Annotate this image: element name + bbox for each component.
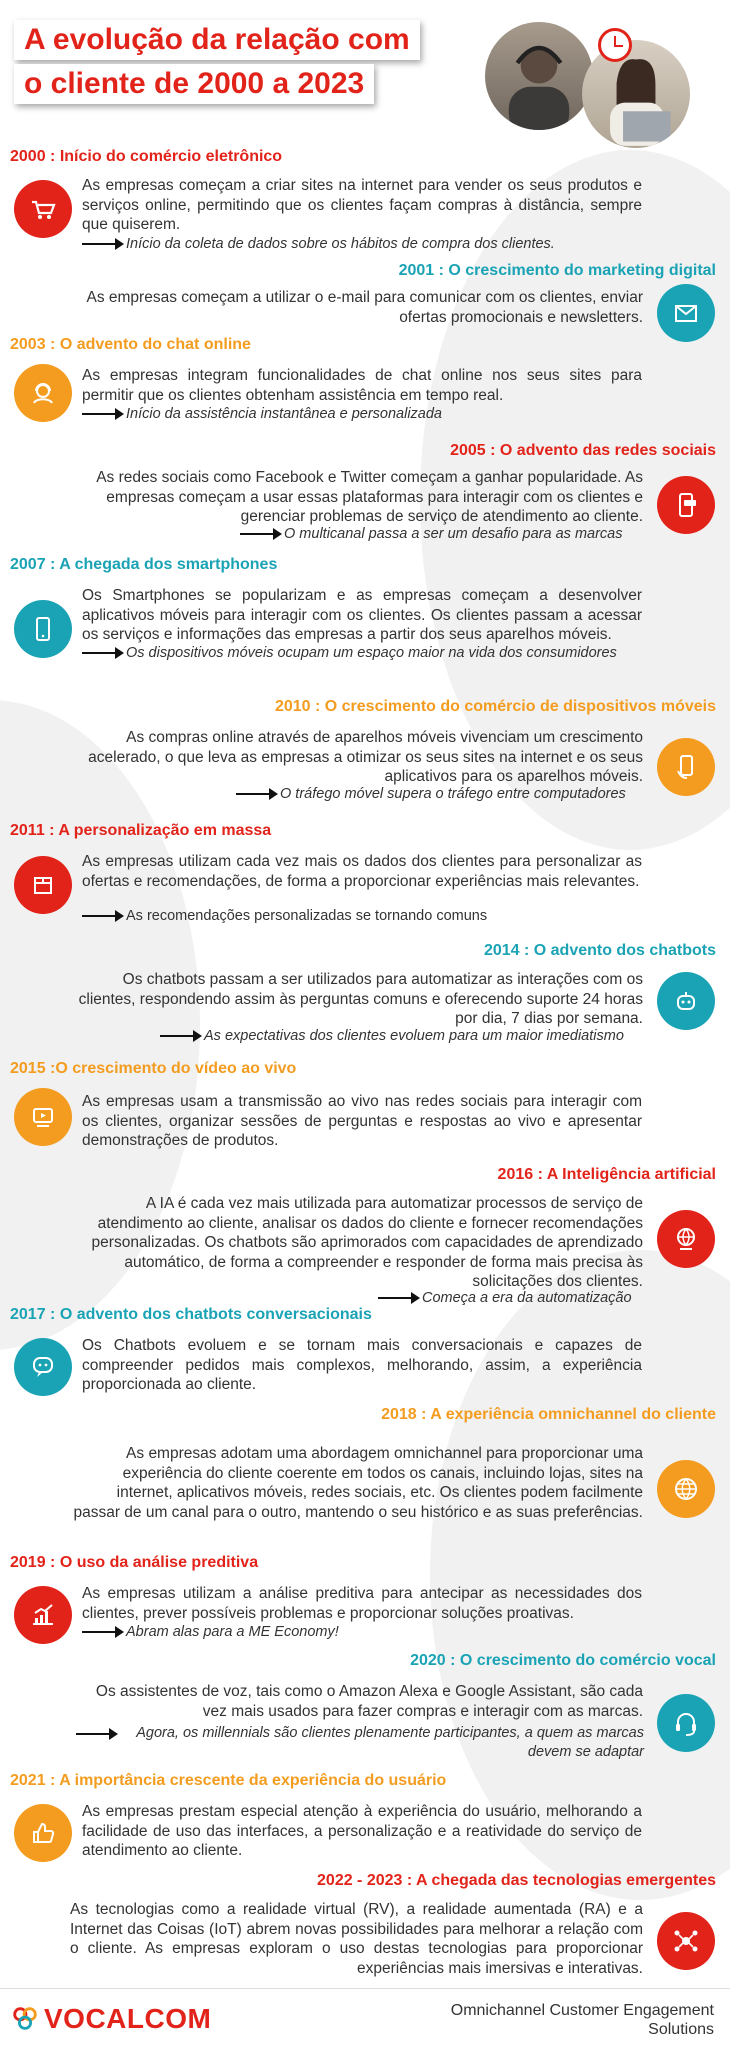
entry-title: 2020 : O crescimento do comércio vocal — [410, 1652, 716, 1669]
entry-title: 2015 :O crescimento do vídeo ao vivo — [10, 1060, 297, 1077]
timeline-entry-2014 — [0, 942, 730, 1052]
entry-title: 2010 : O crescimento do comércio de dispositivos móveis — [274, 698, 716, 715]
arrow-right-icon — [160, 1035, 200, 1037]
chatbot-bubble-icon — [14, 1338, 72, 1396]
entry-title: 2017 : O advento dos chatbots conversacionais — [10, 1306, 372, 1323]
entry-title: 2005 : O advento das redes sociais — [450, 442, 716, 459]
entry-body: As redes sociais como Facebook e Twitter começam a ganhar popularidade. As empresas começam a usar essas plataformas para interagir com os clientes e gerenciar problemas de serviço de atendimento ao cliente. — [96, 469, 643, 525]
entry-note: O multicanal passa a ser um desafio para as marcas — [240, 526, 622, 542]
entry-title: 2007 : A chegada dos smartphones — [10, 556, 278, 573]
entry-body: Os Chatbots evoluem e se tornam mais conversacionais e capazes de compreender pedidos mais complexos, melhorando, assim, a experiência proporcionada ao cliente. — [82, 1337, 642, 1393]
entry-note: Abram alas para a ME Economy! — [82, 1624, 339, 1640]
entry-title: 2021 : A importância crescente da experiência do usuário — [10, 1772, 447, 1789]
chatbot-icon — [657, 972, 715, 1030]
timeline-entry-2021 — [0, 1772, 730, 1872]
entry-note: O tráfego móvel supera o tráfego entre computadores — [236, 786, 626, 802]
entry-body: As empresas adotam uma abordagem omnichannel para proporcionar uma experiência do cliente coerente em todos os canais, incluindo lojas, sites na internet, aplicativos móveis, redes sociais, etc. Os clientes podem facilmente passar de um canal para o outro, mantendo o seu histórico e as suas preferências. — [73, 1445, 643, 1521]
mobile-hand-icon — [657, 738, 715, 796]
entry-title: 2018 : A experiência omnichannel do cliente — [381, 1406, 716, 1423]
arrow-right-icon — [82, 1631, 122, 1633]
timeline-entry-2022-2023 — [0, 1872, 730, 1982]
arrow-right-icon — [82, 652, 122, 654]
email-icon — [657, 284, 715, 342]
timeline-entry-2010 — [0, 698, 730, 808]
thumbs-up-icon — [14, 1804, 72, 1862]
timeline-entry-2007 — [0, 556, 730, 676]
entry-title: 2003 : O advento do chat online — [10, 336, 251, 353]
tagline-line1: Omnichannel Customer Engagement — [450, 2002, 714, 2019]
globe-computer-icon — [657, 1210, 715, 1268]
arrow-right-icon — [82, 413, 122, 415]
arrow-right-icon — [240, 533, 280, 535]
entry-title: 2000 : Início do comércio eletrônico — [10, 148, 283, 165]
entry-title: 2022 - 2023 : A chegada das tecnologias emergentes — [317, 1872, 716, 1889]
chat-agent-icon — [14, 364, 72, 422]
header — [0, 0, 730, 130]
arrow-right-icon — [82, 915, 122, 917]
arrow-right-icon — [378, 1297, 418, 1299]
entry-note: Começa a era da automatização — [378, 1290, 632, 1306]
entry-title: 2011 : A personalização em massa — [10, 822, 272, 839]
timeline-entry-2016 — [0, 1166, 730, 1306]
timeline-entry-2017 — [0, 1306, 730, 1406]
arrow-right-icon — [236, 793, 276, 795]
voice-headset-icon — [657, 1694, 715, 1752]
growth-chart-icon — [14, 1586, 72, 1644]
entry-body: Os Smartphones se popularizam e as empresas começam a desenvolver aplicativos móveis para interagir com os clientes. Os clientes passam a acessar os serviços e informações das empresas a partir dos seus aparelhos móveis. — [82, 587, 642, 643]
entry-title: 2019 : O uso da análise preditiva — [10, 1554, 259, 1571]
timeline-entry-2003 — [0, 336, 730, 436]
entry-body: As empresas usam a transmissão ao vivo nas redes sociais para interagir com os clientes, organizar sessões de perguntas e respostas ao vivo e apresentar demonstrações de produtos. — [82, 1093, 642, 1149]
timeline-entry-2020 — [0, 1652, 730, 1772]
entry-body: A IA é cada vez mais utilizada para automatizar processos de serviço de atendimento ao cliente, analisar os dados do cliente e fornecer recomendações personalizadas. Os chatbots são aprimorados com capacidades de aprendizado automático, de forma a compreender e responder de forma mais precisa às solicitações dos clientes. — [91, 1195, 643, 1290]
entry-title: 2001 : O crescimento do marketing digital — [398, 262, 716, 279]
timeline-entry-2015 — [0, 1060, 730, 1160]
arrow-right-icon — [82, 243, 122, 245]
timeline-entry-2000 — [0, 148, 730, 258]
entry-note: As recomendações personalizadas se tornando comuns — [82, 908, 487, 924]
entry-body: As tecnologias como a realidade virtual (RV), a realidade aumentada (RA) e a Internet das Coisas (IoT) abrem novas possibilidades para melhorar a relação com o cliente. As empresas exploram o uso destas tecnologias para proporcionar experiências mais imersivas e interativas. — [70, 1901, 643, 1977]
footer — [0, 1988, 730, 2048]
package-icon — [14, 856, 72, 914]
page-title-line1: A evolução da relação com — [14, 20, 420, 60]
entry-body: Os chatbots passam a ser utilizados para automatizar as interações com os clientes, respondendo assim às perguntas comuns e oferecendo suporte 24 horas por dia, 7 dias por semana. — [78, 971, 643, 1027]
entry-body: As empresas começam a utilizar o e-mail para comunicar com os clientes, enviar ofertas promocionais e newsletters. — [86, 289, 643, 326]
entry-title: 2014 : O advento dos chatbots — [483, 942, 716, 959]
vocalcom-logo — [10, 2003, 211, 2035]
smartphone-icon — [14, 600, 72, 658]
entry-body: As empresas prestam especial atenção à experiência do usuário, melhorando a facilidade de uso das interfaces, a personalização e a reatividade do serviço de atendimento ao cliente. — [82, 1803, 642, 1859]
timeline-entry-2005 — [0, 442, 730, 552]
arrow-right-icon — [76, 1733, 116, 1735]
smartphone-chat-icon — [657, 476, 715, 534]
shopping-cart-icon — [14, 180, 72, 238]
entry-note: Os dispositivos móveis ocupam um espaço maior na vida dos consumidores — [82, 645, 617, 661]
timeline-entry-2019 — [0, 1554, 730, 1654]
header-photo-customer — [582, 40, 690, 148]
entry-body: As compras online através de aparelhos móveis vivenciam um crescimento acelerado, o que leva as empresas a otimizar os seus sites na internet e os seus aplicativos para os aparelhos móveis. — [88, 729, 643, 785]
entry-body: As empresas utilizam a análise preditiva para antecipar as necessidades dos clientes, prever possíveis problemas e proporcionar soluções proativas. — [82, 1585, 642, 1622]
timeline-entry-2011 — [0, 822, 730, 932]
page-title-line2: o cliente de 2000 a 2023 — [14, 64, 374, 104]
live-video-icon — [14, 1088, 72, 1146]
entry-note: Início da assistência instantânea e personalizada — [82, 406, 442, 422]
entry-note: Agora, os millennials são clientes plenamente participantes, a quem as marcas devem se adaptar — [76, 1724, 644, 1762]
logo-mark-icon — [10, 2004, 40, 2034]
logo-text: VOCALCOM — [44, 2003, 212, 2034]
header-photo-agent — [485, 22, 593, 130]
entry-note: As expectativas dos clientes evoluem para um maior imediatismo — [160, 1028, 624, 1044]
timeline-entry-2018 — [0, 1406, 730, 1556]
entry-note: Início da coleta de dados sobre os hábitos de compra dos clientes. — [82, 236, 555, 252]
tagline-line2: Solutions — [648, 2021, 714, 2038]
timeline-entry-2001 — [0, 262, 730, 342]
entry-body: As empresas utilizam cada vez mais os dados dos clientes para personalizar as ofertas e recomendações, de forma a proporcionar experiências mais relevantes. — [82, 853, 642, 890]
entry-body: As empresas integram funcionalidades de chat online nos seus sites para permitir que os clientes obtenham assistência em tempo real. — [82, 367, 642, 404]
entry-body: Os assistentes de voz, tais como o Amazon Alexa e Google Assistant, são cada vez mais usados para fazer compras e interagir com as marcas. — [95, 1683, 643, 1720]
globe-network-icon — [657, 1460, 715, 1518]
entry-title: 2016 : A Inteligência artificial — [497, 1166, 716, 1183]
entry-body: As empresas começam a criar sites na internet para vender os seus produtos e serviços online, permitindo que os clientes façam compras à distância, sempre que quiserem. — [82, 177, 642, 233]
iot-icon — [657, 1912, 715, 1970]
tagline — [451, 2001, 714, 2039]
clock-icon — [598, 28, 632, 62]
